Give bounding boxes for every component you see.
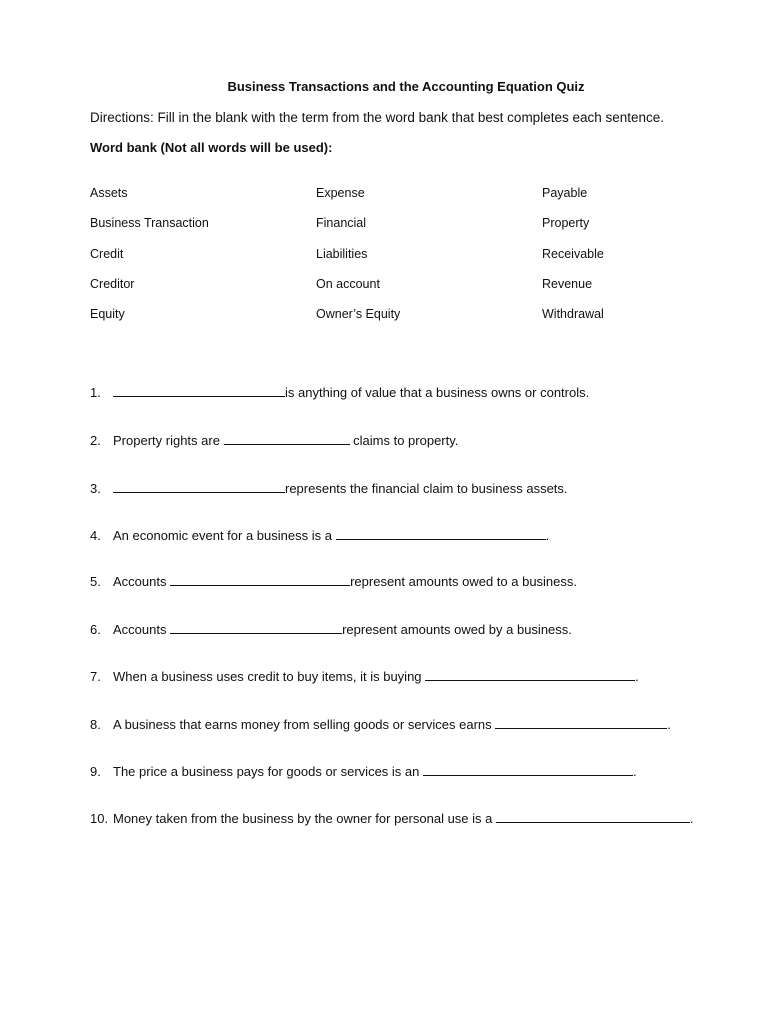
question-9 [90, 763, 637, 779]
question-number: 1. [90, 385, 101, 400]
question-text-before: Accounts [113, 622, 171, 637]
answer-blank[interactable] [170, 621, 342, 634]
question-2 [90, 432, 458, 448]
question-10 [90, 810, 694, 826]
word-bank-term: Liabilities [316, 246, 368, 261]
answer-blank[interactable] [336, 527, 546, 540]
question-text-after: represent amounts owed by a business. [342, 622, 572, 637]
answer-blank[interactable] [170, 573, 350, 586]
question-text-after: is anything of value that a business owns or controls. [285, 385, 590, 400]
word-bank-column-3 [542, 185, 604, 336]
directions-text: Directions: Fill in the blank with the term from the word bank that best completes each sentence. [90, 110, 665, 125]
question-number: 6. [90, 622, 101, 637]
word-bank-term: On account [316, 276, 380, 291]
question-text-after: represents the financial claim to business assets. [285, 481, 568, 496]
word-bank-term: Property [542, 216, 590, 231]
question-number: 4. [90, 528, 101, 543]
word-bank-term: Owner’s Equity [316, 307, 401, 322]
word-bank-term: Revenue [542, 276, 593, 291]
question-text-before: A business that earns money from selling goods or services earns [113, 717, 496, 732]
question-6 [90, 621, 572, 637]
question-text-after: . [667, 717, 671, 732]
question-text-before: Accounts [113, 574, 171, 589]
question-number: 9. [90, 764, 101, 779]
answer-blank[interactable] [113, 384, 285, 397]
question-text-after: represent amounts owed to a business. [350, 574, 578, 589]
question-text-after: claims to property. [349, 433, 459, 448]
question-number: 5. [90, 574, 101, 589]
answer-blank[interactable] [423, 763, 633, 776]
word-bank-column-1 [90, 185, 209, 336]
question-text-before: Money taken from the business by the owner for personal use is a [113, 811, 496, 826]
question-text-after: . [632, 764, 637, 779]
question-number: 8. [90, 717, 101, 732]
question-3 [90, 480, 568, 496]
answer-blank[interactable] [495, 716, 667, 729]
question-text-after: . [545, 528, 550, 543]
word-bank-term: Assets [90, 186, 128, 200]
word-bank-term: Business Transaction [90, 216, 209, 231]
question-text-before: The price a business pays for goods or services is an [113, 764, 423, 779]
answer-blank[interactable] [496, 810, 690, 823]
question-number: 10. [90, 811, 109, 826]
word-bank-term: Receivable [542, 246, 604, 261]
word-bank-heading: Word bank (Not all words will be used): [90, 140, 333, 155]
question-5 [90, 573, 577, 589]
answer-blank[interactable] [113, 480, 285, 493]
word-bank-term: Equity [90, 307, 125, 322]
question-1 [90, 384, 589, 400]
word-bank-term: Financial [316, 216, 367, 231]
question-number: 7. [90, 669, 101, 684]
question-text-before: An economic event for a business is a [113, 528, 336, 543]
quiz-title: Business Transactions and the Accounting Equation Quiz [227, 79, 585, 94]
question-text-after: . [635, 669, 639, 684]
question-4 [90, 527, 549, 543]
question-text-after: . [689, 811, 694, 826]
word-bank-column-2 [316, 185, 400, 336]
word-bank-term: Credit [90, 246, 124, 261]
word-bank-term: Expense [316, 186, 365, 200]
question-number: 2. [90, 433, 101, 448]
word-bank-term: Withdrawal [542, 307, 604, 322]
question-8 [90, 716, 671, 732]
question-number: 3. [90, 481, 101, 496]
question-text-before: When a business uses credit to buy items, it is buying [113, 669, 426, 684]
question-text-before: Property rights are [113, 433, 224, 448]
word-bank-term: Payable [542, 186, 588, 200]
answer-blank[interactable] [224, 432, 350, 445]
word-bank-term: Creditor [90, 276, 135, 291]
question-7 [90, 668, 639, 684]
answer-blank[interactable] [425, 668, 635, 681]
